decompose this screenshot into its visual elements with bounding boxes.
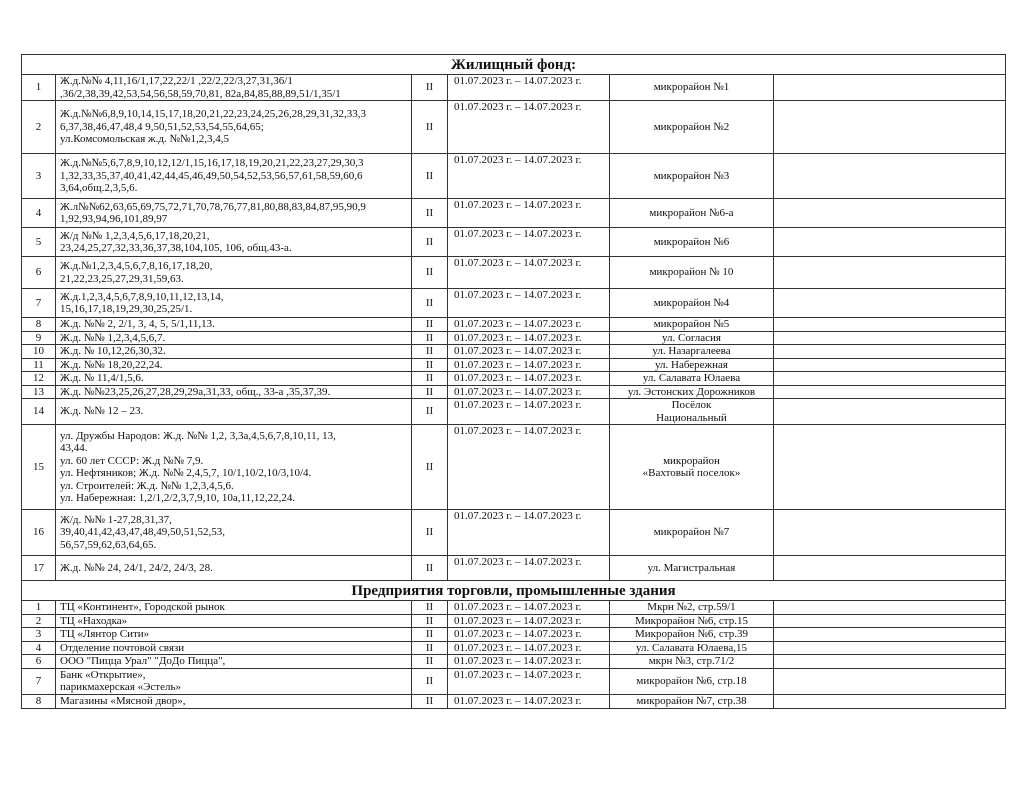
period-cell: 01.07.2023 г. – 14.07.2023 г. — [448, 628, 610, 642]
address-cell — [56, 154, 412, 199]
schedule-sheet — [21, 54, 1005, 709]
address-line: ул.Комсомольская ж.д. №№1,2,3,4,5 — [60, 133, 229, 146]
category-cell: II — [412, 668, 448, 694]
table-row — [22, 372, 1006, 386]
location-line: микрорайон №7, стр.38 — [636, 694, 747, 707]
empty-cell — [774, 331, 1006, 345]
address-line: Ж.д.№№5,6,7,8,9,10,12,12/1,15,16,17,18,19,20,21,22,23,27,29,30,3 — [60, 157, 364, 170]
period-cell: 01.07.2023 г. – 14.07.2023 г. — [448, 385, 610, 399]
address-line: Ж.д. №№ 1,2,3,4,5,6,7. — [60, 331, 166, 344]
address-cell — [56, 641, 412, 655]
location-line: ул. Эстонских Дорожников — [627, 385, 756, 398]
empty-cell — [774, 655, 1006, 669]
empty-cell — [774, 399, 1006, 425]
address-line: 21,22,23,25,27,29,31,59,63. — [60, 272, 184, 285]
period-cell: 01.07.2023 г. – 14.07.2023 г. — [448, 154, 610, 199]
period-cell: 01.07.2023 г. – 14.07.2023 г. — [448, 199, 610, 228]
table-row — [22, 75, 1006, 101]
address-line: ул. Набережная: 1,2/1,2/2,3,7,9,10, 10а,11,12,22,24. — [60, 492, 296, 504]
location-line: микрорайон №5 — [653, 318, 730, 330]
location-cell — [610, 75, 774, 101]
period-cell: 01.07.2023 г. – 14.07.2023 г. — [448, 228, 610, 257]
location-line: ул. Назаргалеева — [652, 345, 731, 357]
address-cell — [56, 228, 412, 257]
category-cell: II — [412, 601, 448, 615]
category-cell: II — [412, 228, 448, 257]
period-cell: 01.07.2023 г. – 14.07.2023 г. — [448, 641, 610, 655]
table-row — [22, 199, 1006, 228]
location-line: ул. Согласия — [662, 331, 721, 344]
location-line: Национальный — [656, 411, 727, 424]
address-line: 3,64,общ.2,3,5,6. — [60, 182, 138, 195]
address-cell — [56, 101, 412, 154]
address-line: Банк «Открытие», — [60, 668, 146, 681]
row-number: 7 — [22, 668, 56, 694]
address-line: Ж.д. №№23,25,26,27,28,29,29а,31,33, общ., 33-а ,35,37,39. — [60, 385, 331, 398]
table-row — [22, 641, 1006, 655]
period-cell: 01.07.2023 г. – 14.07.2023 г. — [448, 75, 610, 101]
address-cell — [56, 345, 412, 359]
address-cell — [56, 425, 412, 510]
row-number: 6 — [22, 257, 56, 289]
table-row — [22, 601, 1006, 615]
period-cell: 01.07.2023 г. – 14.07.2023 г. — [448, 655, 610, 669]
category-cell: II — [412, 154, 448, 199]
location-line: микрорайон — [663, 454, 720, 467]
period-cell: 01.07.2023 г. – 14.07.2023 г. — [448, 257, 610, 289]
location-cell — [610, 154, 774, 199]
address-line: Магазины «Мясной двор», — [60, 694, 186, 707]
period-cell: 01.07.2023 г. – 14.07.2023 г. — [448, 601, 610, 615]
row-number: 1 — [22, 601, 56, 615]
address-cell — [56, 257, 412, 289]
empty-cell — [774, 154, 1006, 199]
period-cell: 01.07.2023 г. – 14.07.2023 г. — [448, 668, 610, 694]
location-cell — [610, 556, 774, 581]
category-cell: II — [412, 289, 448, 318]
category-cell: II — [412, 425, 448, 510]
location-cell — [610, 399, 774, 425]
empty-cell — [774, 101, 1006, 154]
location-line: «Вахтовый поселок» — [642, 467, 741, 479]
address-line: Ж.д. №№ 12 – 23. — [60, 405, 144, 418]
location-line: Мкрн №2, стр.59/1 — [647, 601, 736, 613]
table-row — [22, 228, 1006, 257]
table-row — [22, 257, 1006, 289]
period-cell: 01.07.2023 г. – 14.07.2023 г. — [448, 101, 610, 154]
address-cell — [56, 556, 412, 581]
location-line: Посёлок — [671, 399, 712, 411]
row-number: 7 — [22, 289, 56, 318]
row-number: 4 — [22, 199, 56, 228]
location-line: ул. Салавата Юлаева,15 — [635, 641, 747, 654]
row-number: 13 — [22, 385, 56, 399]
address-line: Ж.д. №№ 2, 2/1, 3, 4, 5, 5/1,11,13. — [60, 318, 215, 330]
address-cell — [56, 655, 412, 669]
location-line: ул. Набережная — [655, 358, 728, 371]
period-cell: 01.07.2023 г. – 14.07.2023 г. — [448, 318, 610, 332]
table-row — [22, 345, 1006, 359]
location-cell — [610, 385, 774, 399]
category-cell: II — [412, 75, 448, 101]
row-number: 9 — [22, 331, 56, 345]
category-cell: II — [412, 358, 448, 372]
schedule-table — [21, 54, 1006, 709]
location-cell — [610, 228, 774, 257]
location-cell — [610, 641, 774, 655]
address-line: Ж.л№№62,63,65,69,75,72,71,70,78,76,77,81,80,88,83,84,87,95,90,9 — [60, 200, 366, 213]
location-cell — [610, 668, 774, 694]
address-line: Ж.д. № 10,12,26,30,32. — [60, 345, 166, 357]
period-cell: 01.07.2023 г. – 14.07.2023 г. — [448, 358, 610, 372]
location-line: микрорайон №2 — [653, 120, 730, 133]
period-cell: 01.07.2023 г. – 14.07.2023 г. — [448, 345, 610, 359]
category-cell: II — [412, 318, 448, 332]
empty-cell — [774, 510, 1006, 556]
empty-cell — [774, 358, 1006, 372]
section-header-row — [22, 581, 1006, 601]
period-cell: 01.07.2023 г. – 14.07.2023 г. — [448, 694, 610, 708]
address-cell — [56, 75, 412, 101]
address-line: 1,92,93,94,96,101,89,97 — [60, 213, 168, 225]
address-cell — [56, 289, 412, 318]
address-line: 23,24,25,27,32,33,36,37,38,104,105, 106, общ.43-а. — [60, 242, 292, 254]
address-line: 39,40,41,42,43,47,48,49,50,51,52,53, — [60, 526, 225, 539]
address-cell — [56, 331, 412, 345]
location-cell — [610, 345, 774, 359]
period-cell: 01.07.2023 г. – 14.07.2023 г. — [448, 399, 610, 425]
location-cell — [610, 510, 774, 556]
address-line: ул. Дружбы Народов: Ж.д. №№ 1,2, 3,3а,4,5,6,7,8,10,11, 13, — [60, 429, 336, 442]
location-cell — [610, 628, 774, 642]
table-row — [22, 614, 1006, 628]
row-number: 4 — [22, 641, 56, 655]
section-title: Предприятия торговли, промышленные здания — [22, 581, 1006, 601]
period-cell: 01.07.2023 г. – 14.07.2023 г. — [448, 556, 610, 581]
category-cell: II — [412, 694, 448, 708]
category-cell: II — [412, 385, 448, 399]
location-cell — [610, 199, 774, 228]
empty-cell — [774, 228, 1006, 257]
address-line: Ж.д. №№ 24, 24/1, 24/2, 24/3, 28. — [60, 561, 213, 574]
table-row — [22, 385, 1006, 399]
category-cell: II — [412, 101, 448, 154]
row-number: 8 — [22, 318, 56, 332]
address-line: Ж/д №№ 1,2,3,4,5,6,17,18,20,21, — [60, 229, 210, 242]
location-cell — [610, 257, 774, 289]
table-row — [22, 510, 1006, 556]
row-number: 1 — [22, 75, 56, 101]
row-number: 6 — [22, 655, 56, 669]
location-cell — [610, 601, 774, 615]
location-cell — [610, 425, 774, 510]
category-cell: II — [412, 556, 448, 581]
location-cell — [610, 318, 774, 332]
location-line: мкрн №3, стр.71/2 — [648, 655, 735, 667]
empty-cell — [774, 614, 1006, 628]
address-line: 43,44. — [60, 442, 88, 454]
address-line: Ж.д.№№ 4,11,16/1,17,22,22/1 ,22/2,22/3,27,31,36/1 — [60, 75, 293, 87]
table-row — [22, 289, 1006, 318]
address-line: ул. 60 лет СССР: Ж.д №№ 7,9. — [60, 454, 204, 467]
category-cell: II — [412, 199, 448, 228]
location-cell — [610, 372, 774, 386]
address-cell — [56, 601, 412, 615]
location-line: микрорайон №6 — [653, 235, 730, 248]
empty-cell — [774, 75, 1006, 101]
location-line: микрорайон № 10 — [649, 266, 734, 279]
address-cell — [56, 628, 412, 642]
row-number: 14 — [22, 399, 56, 425]
category-cell: II — [412, 372, 448, 386]
address-cell — [56, 614, 412, 628]
category-cell: II — [412, 614, 448, 628]
address-line: Ж/д. №№ 1-27,28,31,37, — [60, 513, 172, 526]
location-line: микрорайон №1 — [653, 81, 730, 94]
category-cell: II — [412, 628, 448, 642]
empty-cell — [774, 289, 1006, 318]
empty-cell — [774, 257, 1006, 289]
location-cell — [610, 655, 774, 669]
address-line: ,36/2,38,39,42,53,54,56,58,59,70,81, 82а,84,85,88,89,51/1,35/1 — [60, 87, 341, 100]
address-cell — [56, 358, 412, 372]
row-number: 3 — [22, 628, 56, 642]
empty-cell — [774, 199, 1006, 228]
location-line: микрорайон №4 — [653, 296, 730, 309]
table-row — [22, 101, 1006, 154]
empty-cell — [774, 425, 1006, 510]
empty-cell — [774, 694, 1006, 708]
address-line: Ж.д.№1,2,3,4,5,6,7,8,16,17,18,20, — [60, 260, 213, 272]
period-cell: 01.07.2023 г. – 14.07.2023 г. — [448, 425, 610, 510]
table-row — [22, 425, 1006, 510]
location-cell — [610, 331, 774, 345]
address-cell — [56, 199, 412, 228]
location-line: Микрорайон №6, стр.15 — [635, 614, 748, 627]
address-line: Ж.д.№№6,8,9,10,14,15,17,18,20,21,22,23,24,25,26,28,29,31,32,33,3 — [60, 108, 366, 121]
row-number: 3 — [22, 154, 56, 199]
empty-cell — [774, 628, 1006, 642]
category-cell: II — [412, 345, 448, 359]
location-cell — [610, 614, 774, 628]
section-title: Жилищный фонд: — [22, 55, 1006, 75]
table-row — [22, 655, 1006, 669]
schedule-table-body — [22, 55, 1006, 709]
location-line: микрорайон №6, стр.18 — [636, 674, 747, 687]
table-row — [22, 628, 1006, 642]
location-line: ул. Магистральная — [647, 561, 736, 574]
period-cell: 01.07.2023 г. – 14.07.2023 г. — [448, 510, 610, 556]
empty-cell — [774, 385, 1006, 399]
address-line: 56,57,59,62,63,64,65. — [60, 538, 157, 551]
category-cell: II — [412, 399, 448, 425]
address-cell — [56, 668, 412, 694]
location-line: микрорайон №6-а — [649, 206, 734, 219]
address-line: Отделение почтовой связи — [60, 641, 185, 654]
row-number: 17 — [22, 556, 56, 581]
address-line: ул. Строителей: Ж.д. №№ 1,2,3,4,5,6. — [60, 479, 234, 492]
table-row — [22, 358, 1006, 372]
category-cell: II — [412, 510, 448, 556]
empty-cell — [774, 641, 1006, 655]
row-number: 15 — [22, 425, 56, 510]
empty-cell — [774, 668, 1006, 694]
period-cell: 01.07.2023 г. – 14.07.2023 г. — [448, 289, 610, 318]
address-line: 1,32,33,35,37,40,41,42,44,45,46,49,50,54,52,53,56,57,61,58,59,60,6 — [60, 169, 363, 182]
period-cell: 01.07.2023 г. – 14.07.2023 г. — [448, 614, 610, 628]
address-cell — [56, 399, 412, 425]
location-cell — [610, 101, 774, 154]
address-line: Ж.д.1,2,3,4,5,6,7,8,9,10,11,12,13,14, — [60, 290, 224, 303]
table-row — [22, 694, 1006, 708]
address-cell — [56, 694, 412, 708]
row-number: 11 — [22, 358, 56, 372]
table-row — [22, 331, 1006, 345]
table-row — [22, 318, 1006, 332]
address-line: ТЦ «Континент», Городской рынок — [60, 601, 225, 613]
empty-cell — [774, 372, 1006, 386]
address-line: Ж.д. №№ 18,20,22,24. — [60, 358, 163, 371]
table-row — [22, 399, 1006, 425]
row-number: 2 — [22, 101, 56, 154]
address-line: 6,37,38,46,47,48,4 9,50,51,52,53,54,55,64,65; — [60, 120, 264, 133]
location-cell — [610, 289, 774, 318]
location-line: Микрорайон №6, стр.39 — [635, 628, 748, 640]
row-number: 2 — [22, 614, 56, 628]
location-line: микрорайон №3 — [653, 169, 730, 182]
address-line: Ж.д. № 11,4/1,5,6. — [60, 372, 144, 384]
period-cell: 01.07.2023 г. – 14.07.2023 г. — [448, 331, 610, 345]
row-number: 10 — [22, 345, 56, 359]
section-header-row — [22, 55, 1006, 75]
row-number: 16 — [22, 510, 56, 556]
location-line: микрорайон №7 — [653, 526, 730, 539]
empty-cell — [774, 601, 1006, 615]
location-line: ул. Салавата Юлаева — [642, 372, 741, 384]
category-cell: II — [412, 655, 448, 669]
address-cell — [56, 318, 412, 332]
address-line: ТЦ «Находка» — [60, 614, 128, 627]
category-cell: II — [412, 331, 448, 345]
row-number: 12 — [22, 372, 56, 386]
empty-cell — [774, 318, 1006, 332]
location-cell — [610, 694, 774, 708]
empty-cell — [774, 345, 1006, 359]
location-cell — [610, 358, 774, 372]
row-number: 8 — [22, 694, 56, 708]
address-line: 15,16,17,18,19,29,30,25,25/1. — [60, 303, 193, 315]
category-cell: II — [412, 641, 448, 655]
table-row — [22, 668, 1006, 694]
address-line: парикмахерская «Эстель» — [60, 681, 181, 693]
period-cell: 01.07.2023 г. – 14.07.2023 г. — [448, 372, 610, 386]
category-cell: II — [412, 257, 448, 289]
address-line: ТЦ «Лянтор Сити» — [60, 628, 150, 640]
address-line: ООО "Пицца Урал" "ДоДо Пицца", — [60, 655, 226, 667]
address-cell — [56, 510, 412, 556]
row-number: 5 — [22, 228, 56, 257]
address-cell — [56, 372, 412, 386]
empty-cell — [774, 556, 1006, 581]
table-row — [22, 154, 1006, 199]
address-cell — [56, 385, 412, 399]
table-row — [22, 556, 1006, 581]
address-line: ул. Нефтяников; Ж.д. №№ 2,4,5,7, 10/1,10/2,10/3,10/4. — [60, 467, 312, 479]
